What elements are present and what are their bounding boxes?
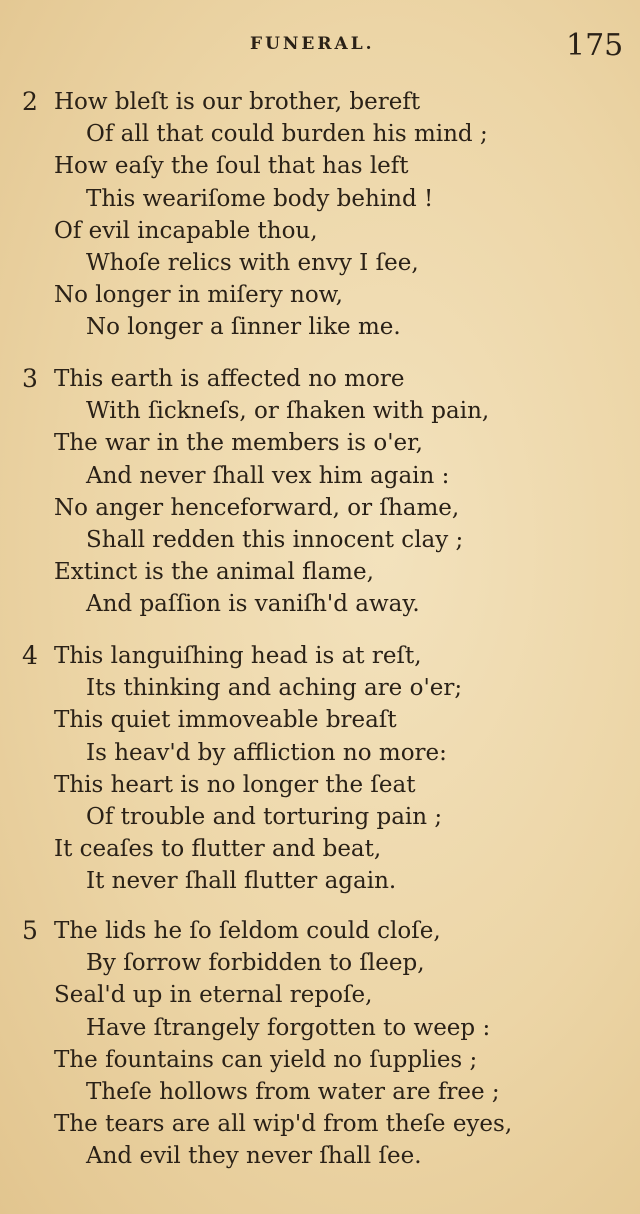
page-number: 175: [566, 28, 624, 63]
verse-line: This weariſome body behind !: [86, 185, 434, 212]
verse-line: And never ſhall vex him again :: [86, 462, 450, 489]
verse-line: No longer a ſinner like me.: [86, 314, 401, 341]
verse-line: Of all that could burden his mind ;: [86, 121, 488, 148]
verse-line: This quiet immoveable breaſt: [54, 707, 397, 734]
stanza-number: 5: [22, 916, 38, 945]
verse-line: This earth is affected no more: [54, 366, 405, 392]
verse-line: Theſe hollows from water are free ;: [86, 1079, 500, 1106]
verse-line: Of trouble and torturing pain ;: [86, 804, 443, 831]
verse-line: Is heav'd by affliction no more:: [86, 739, 447, 766]
stanza-number: 4: [22, 641, 38, 670]
verse-line: How bleſt is our brother, bereft: [54, 89, 421, 115]
verse-line: It never ſhall flutter again.: [86, 868, 397, 895]
verse-line: Have ſtrangely forgotten to weep :: [86, 1014, 491, 1041]
verse-line: This languiſhing head is at reſt,: [54, 643, 422, 669]
verse-line: This heart is no longer the ſeat: [54, 771, 416, 798]
verse-line: Its thinking and aching are o'er;: [86, 675, 463, 702]
verse-line: The lids he ſo ſeldom could cloſe,: [54, 918, 441, 944]
verse-line: Shall redden this innocent clay ;: [86, 527, 464, 554]
stanza-4: [22, 640, 632, 898]
verse-line: The war in the members is o'er,: [54, 430, 423, 457]
stanza-5: [22, 915, 632, 1173]
verse-line: And paſſion is vaniſh'd away.: [86, 591, 420, 618]
verse-line: Seal'd up in eternal repoſe,: [54, 982, 373, 1009]
stanza-number: 2: [22, 87, 38, 116]
verse-line: No anger henceforward, or ſhame,: [54, 494, 460, 521]
verse-line: Of evil incapable thou,: [54, 217, 318, 244]
verse-line: The tears are all wip'd from theſe eyes,: [54, 1111, 513, 1138]
stanza-3: [22, 363, 632, 621]
verse-line: It ceaſes to flutter and beat,: [54, 836, 382, 863]
verse-line: Whoſe relics with envy I ſee,: [86, 250, 419, 277]
verse-line: The fountains can yield no ſupplies ;: [54, 1046, 478, 1073]
verse-line: Extinct is the animal flame,: [54, 559, 374, 586]
stanza-2: [22, 86, 632, 344]
verse-line: By ſorrow forbidden to ſleep,: [86, 950, 425, 977]
verse-line: And evil they never ſhall ſee.: [86, 1143, 422, 1170]
running-head: FUNERAL.: [250, 34, 375, 54]
verse-line: How eaſy the ſoul that has left: [54, 153, 409, 180]
stanza-number: 3: [22, 364, 38, 393]
verse-line: No longer in miſery now,: [54, 282, 343, 309]
verse-line: With ſickneſs, or ſhaken with pain,: [86, 398, 490, 425]
